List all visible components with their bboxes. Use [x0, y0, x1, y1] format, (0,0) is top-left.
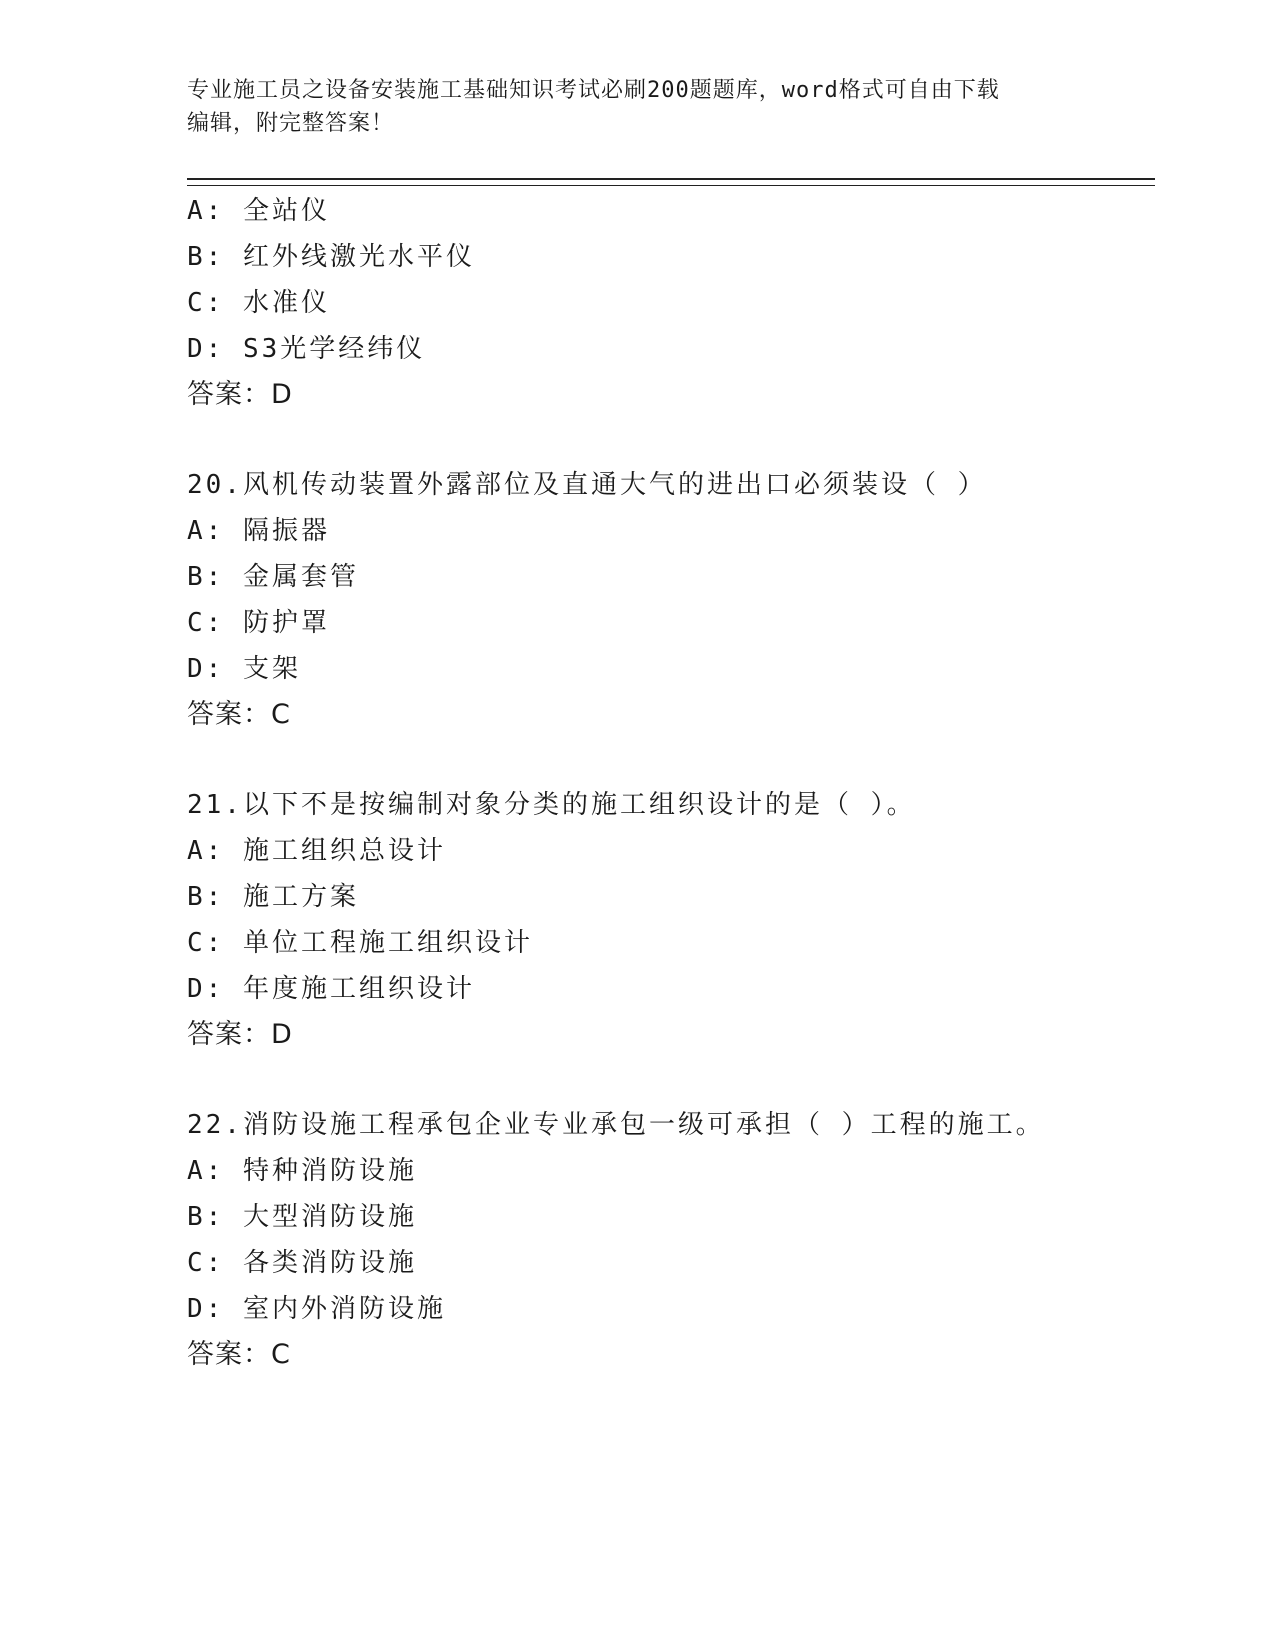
header-line-2: 编辑，附完整答案！: [187, 111, 395, 136]
option-b: B: 施工方案: [187, 882, 359, 912]
question-19: [187, 188, 1155, 418]
option-d: D: 室内外消防设施: [187, 1294, 446, 1324]
question-21: [187, 782, 1155, 1058]
option-a: A: 特种消防设施: [187, 1156, 417, 1186]
spacer: [187, 418, 1155, 462]
document-header: [187, 74, 1067, 140]
option-b: B: 大型消防设施: [187, 1202, 417, 1232]
question-text: 20.风机传动装置外露部位及直通大气的进出口必须装设（ ）: [187, 470, 987, 500]
option-c: C: 防护罩: [187, 608, 330, 638]
option-c: C: 水准仪: [187, 288, 330, 318]
spacer: [187, 1058, 1155, 1102]
question-text: 21.以下不是按编制对象分类的施工组织设计的是（ ）。: [187, 790, 916, 820]
answer-line: 答案：C: [187, 1339, 291, 1370]
question-22: [187, 1102, 1155, 1378]
option-a: A: 隔振器: [187, 516, 330, 546]
option-d: D: 支架: [187, 654, 301, 684]
header-divider: [187, 178, 1155, 186]
option-d: D: S3光学经纬仪: [187, 334, 426, 364]
question-text: 22.消防设施工程承包企业专业承包一级可承担（ ）工程的施工。: [187, 1110, 1045, 1140]
question-list: [187, 188, 1155, 1378]
question-20: [187, 462, 1155, 738]
option-a: A: 施工组织总设计: [187, 836, 446, 866]
header-line-1: 专业施工员之设备安装施工基础知识考试必刷200题题库，word格式可自由下载: [187, 78, 1000, 103]
spacer: [187, 738, 1155, 782]
answer-line: 答案：C: [187, 699, 291, 730]
answer-line: 答案：D: [187, 1019, 293, 1050]
option-c: C: 各类消防设施: [187, 1248, 417, 1278]
option-a: A: 全站仪: [187, 196, 330, 226]
option-b: B: 金属套管: [187, 562, 359, 592]
option-d: D: 年度施工组织设计: [187, 974, 475, 1004]
option-b: B: 红外线激光水平仪: [187, 242, 475, 272]
option-c: C: 单位工程施工组织设计: [187, 928, 533, 958]
answer-line: 答案：D: [187, 379, 293, 410]
